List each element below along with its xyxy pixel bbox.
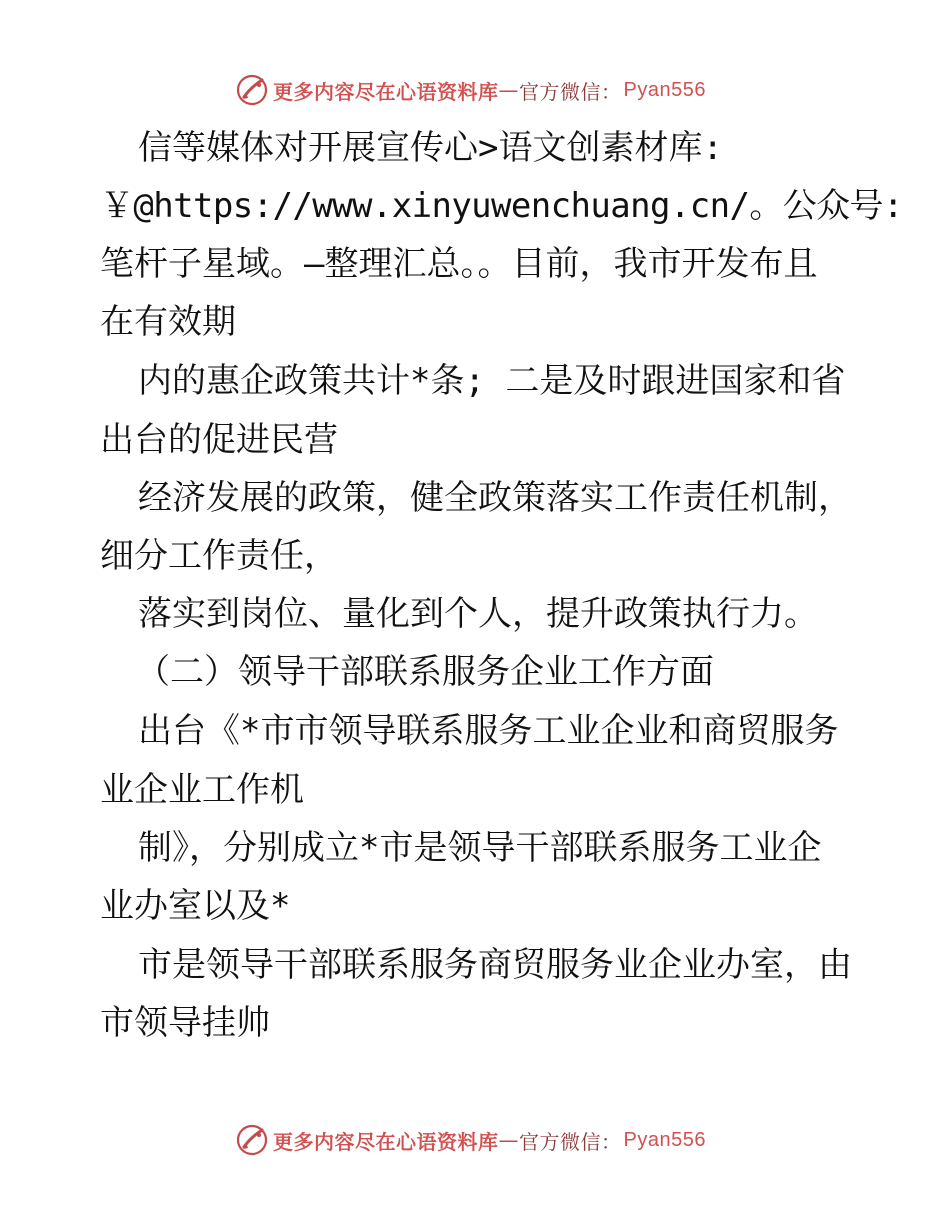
text-line: 出台的促进民营 — [100, 420, 338, 460]
watermark-label: 官方微信： — [519, 1129, 622, 1154]
section-heading: （二）领导干部联系服务企业工作方面 — [136, 652, 714, 692]
text-line: ￥@https://www.xinyuwenchuang.cn/。公众号: — [100, 186, 903, 226]
text-line: 在有效期 — [100, 302, 236, 342]
watermark-id: Pyan556 — [623, 78, 706, 101]
text-line: 业企业工作机 — [100, 770, 304, 810]
text-line: 业办室以及* — [100, 886, 291, 926]
text-line: 落实到岗位、量化到个人，提升政策执行力。 — [138, 594, 818, 634]
watermark-main-text: 更多内容尽在心语资料库 — [273, 1129, 499, 1154]
brush-logo-icon — [235, 1123, 269, 1157]
text-line: 细分工作责任， — [100, 536, 338, 576]
text-line: 笔杆子星域。—整理汇总。。目前，我市开发布且 — [100, 244, 818, 284]
text-line: 内的惠企政策共计*条; 二是及时跟进国家和省 — [138, 361, 846, 401]
watermark-separator: — — [498, 1128, 519, 1152]
text-line: 市是领导干部联系服务商贸服务业企业办室，由 — [138, 945, 852, 985]
watermark-main-text: 更多内容尽在心语资料库 — [273, 79, 499, 104]
brush-logo-icon — [235, 73, 269, 107]
watermark-footer — [235, 1122, 706, 1158]
text-line: 经济发展的政策，健全政策落实工作责任机制， — [138, 478, 852, 518]
watermark-id: Pyan556 — [623, 1128, 706, 1151]
watermark-header — [235, 72, 706, 108]
text-line: 市领导挂帅 — [100, 1003, 270, 1043]
text-line: 信等媒体对开展宣传心>语文创素材库: — [138, 128, 723, 168]
watermark-label: 官方微信： — [519, 79, 622, 104]
text-line: 制》，分别成立*市是领导干部联系服务工业企 — [138, 828, 822, 868]
watermark-separator: — — [498, 78, 519, 102]
text-line: 出台《*市市领导联系服务工业企业和商贸服务 — [138, 711, 839, 751]
